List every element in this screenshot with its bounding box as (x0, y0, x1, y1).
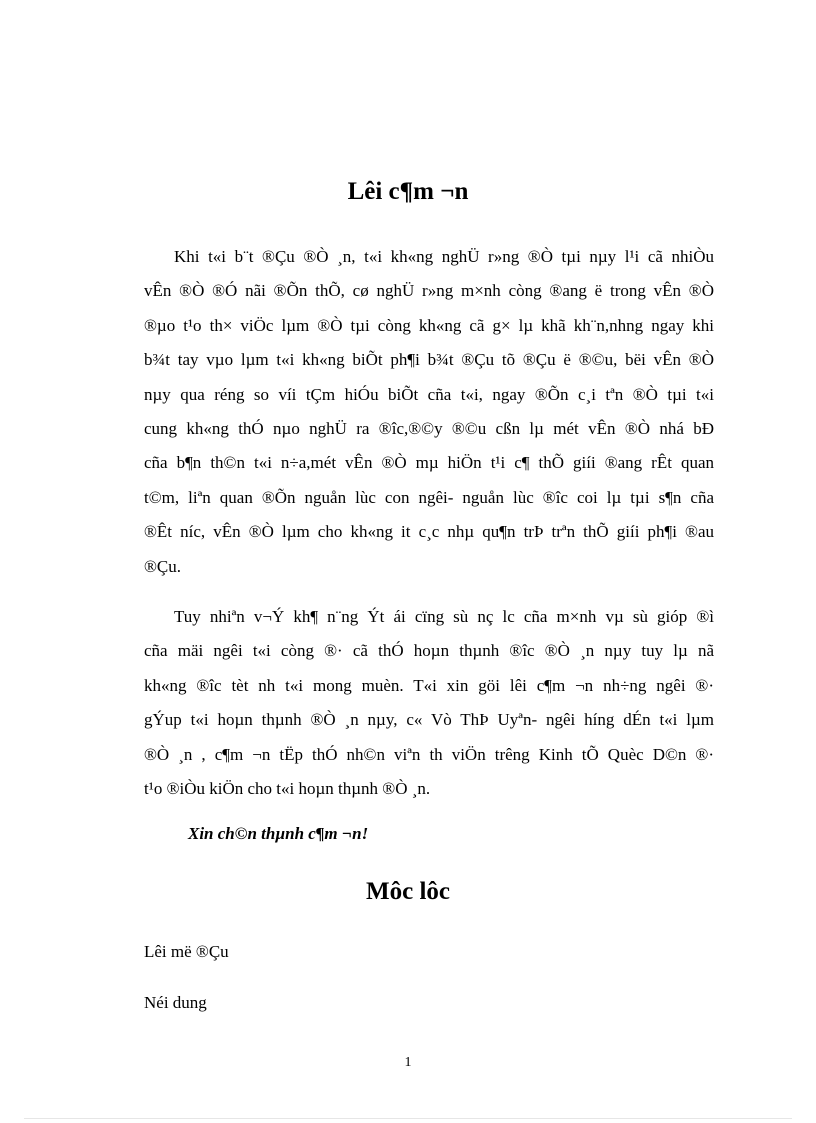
paragraph-line: Tuy nhiªn v¬Ý kh¶ n¨ng Ýt ái cïng sù nç lc cña m×nh vµ sù gióp ®ì (174, 607, 714, 626)
table-of-contents-heading: Môc lôc (366, 878, 450, 905)
paragraph-line: ®Ò ¸n , c¶m ¬n tËp thÓ nh©n viªn th viÖn trêng Kinh tÕ Quèc D©n ®· (144, 744, 714, 764)
page-number: 1 (404, 1055, 412, 1070)
acknowledgement-paragraph-2 (144, 600, 714, 806)
paragraph-line: ®Êt níc, vÊn ®Ò lµm cho kh«ng it c¸c nhµ qu¶n trÞ trªn thÕ giíi ph¶i ®au (144, 522, 714, 542)
toc-item: Lêi më ®Çu (144, 942, 229, 961)
paragraph-line: ®µo t¹o th× viÖc lµm ®Ò tµi còng kh«ng cã g× lµ khã kh¨n,nhng ngay khi (144, 315, 714, 335)
paragraph-line: nµy qua réng so víi tÇm hiÓu biÕt cña t«i, ngay ®Õn c¸i tªn ®Ò tµi t«i (144, 384, 714, 404)
paragraph-line: vÊn ®Ò ®Ó nãi ®Õn thÕ, cø nghÜ r»ng m×nh còng ®ang ë trong vÊn ®Ò (144, 281, 714, 301)
paragraph-line: kh«ng ®îc tèt nh t«i mong muèn. T«i xin göi lêi c¶m ¬n nh÷ng ngêi ®· (144, 675, 714, 695)
page-bottom-rule (24, 1118, 792, 1119)
paragraph-line: Khi t«i b¨t ®Çu ®Ò ¸n, t«i kh«ng nghÜ r»ng ®Ò tµi nµy l¹i cã nhiÒu (174, 247, 714, 266)
paragraph-line: t¹o ®iÒu kiÖn cho t«i hoµn thµnh ®Ò ¸n. (144, 779, 431, 799)
paragraph-line: cña mäi ngêi t«i còng ®· cã thÓ hoµn thµnh ®îc ®Ò ¸n nµy tuy lµ nã (144, 641, 714, 661)
paragraph-line: gÝup t«i hoµn thµnh ®Ò ¸n nµy, c« Vò ThÞ Uyªn- ngêi híng dÉn t«i lµm (144, 710, 714, 730)
paragraph-line: t©m, liªn quan ®Õn nguån lùc con ngêi- nguån lùc ®îc coi lµ tµi s¶n cña (144, 487, 714, 507)
toc-item: Néi dung (144, 993, 207, 1012)
paragraph-line: cung kh«ng thÓ nµo nghÜ ra ®îc,®©y ®©u cßn lµ mét vÊn ®Ò nhá bÐ (144, 419, 714, 439)
acknowledgement-paragraph-1 (144, 240, 714, 584)
paragraph-line: b¾t tay vµo lµm t«i kh«ng biÕt ph¶i b¾t ®Çu tõ ®Çu ë ®©u, bëi vÊn ®Ò (144, 350, 714, 370)
paragraph-line: ®Çu. (144, 556, 182, 576)
signoff-text: Xin ch©n thµnh c¶m ¬n! (188, 824, 369, 843)
acknowledgement-heading: Lêi c¶m ¬n (347, 178, 469, 205)
paragraph-line: cña b¶n th©n t«i n÷a,mét vÊn ®Ò mµ hiÖn t¹i c¶ thÕ giíi ®ang rÊt quan (144, 453, 714, 473)
